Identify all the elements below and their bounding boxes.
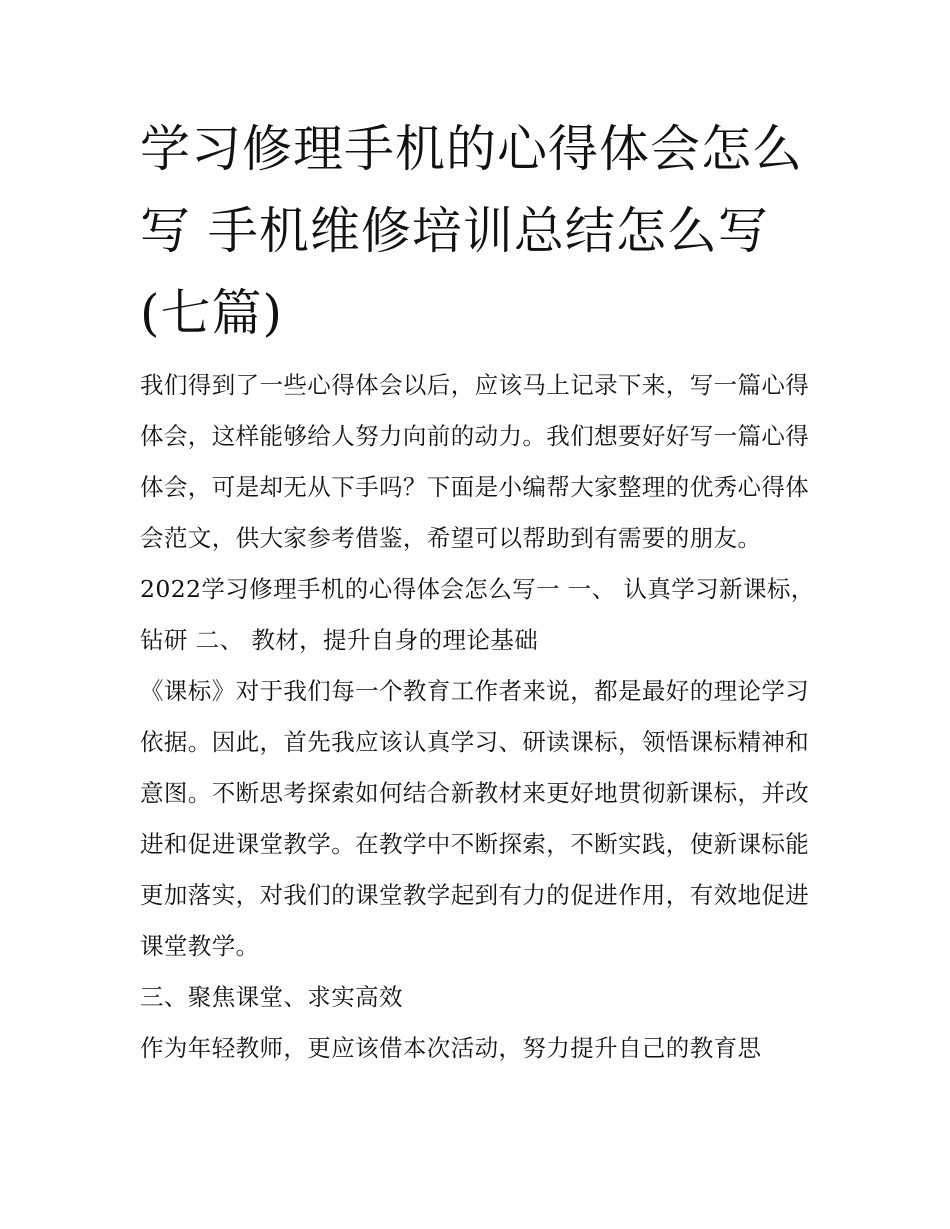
section-one-heading-paragraph: 2022学习修理手机的心得体会怎么写一 一、 认真学习新课标，钻研 二、 教材，提升自身的理论基础 [140,575,815,654]
young-teacher-paragraph: 作为年轻教师，更应该借本次活动，努力提升自己的教育思 [140,1034,762,1062]
intro-paragraph: 我们得到了一些心得体会以后，应该马上记录下来，写一篇心得体会，这样能够给人努力向前的动力。我们想要好好写一篇心得体会，可是却无从下手吗？下面是小编帮大家整理的优秀心得体会范文，供大家参考借鉴，希望可以帮助到有需要的朋友。 [140,371,810,552]
curriculum-standard-paragraph: 《课标》对于我们每一个教育工作者来说，都是最好的理论学习依据。因此，首先我应该认真学习、研读课标，领悟课标精神和意图。不断思考探索如何结合新教材来更好地贯彻新课标，并改进和促进课堂教学。在教学中不断探索，不断实践，使新课标能更加落实，对我们的课堂教学起到有力的促进作用，有效地促进课堂教学。 [140,677,810,960]
section-three-heading: 三、聚焦课堂、求实高效 [140,983,403,1011]
document-page [140,108,830,1074]
document-title: 学习修理手机的心得体会怎么写 手机维修培训总结怎么写(七篇) [140,120,803,342]
